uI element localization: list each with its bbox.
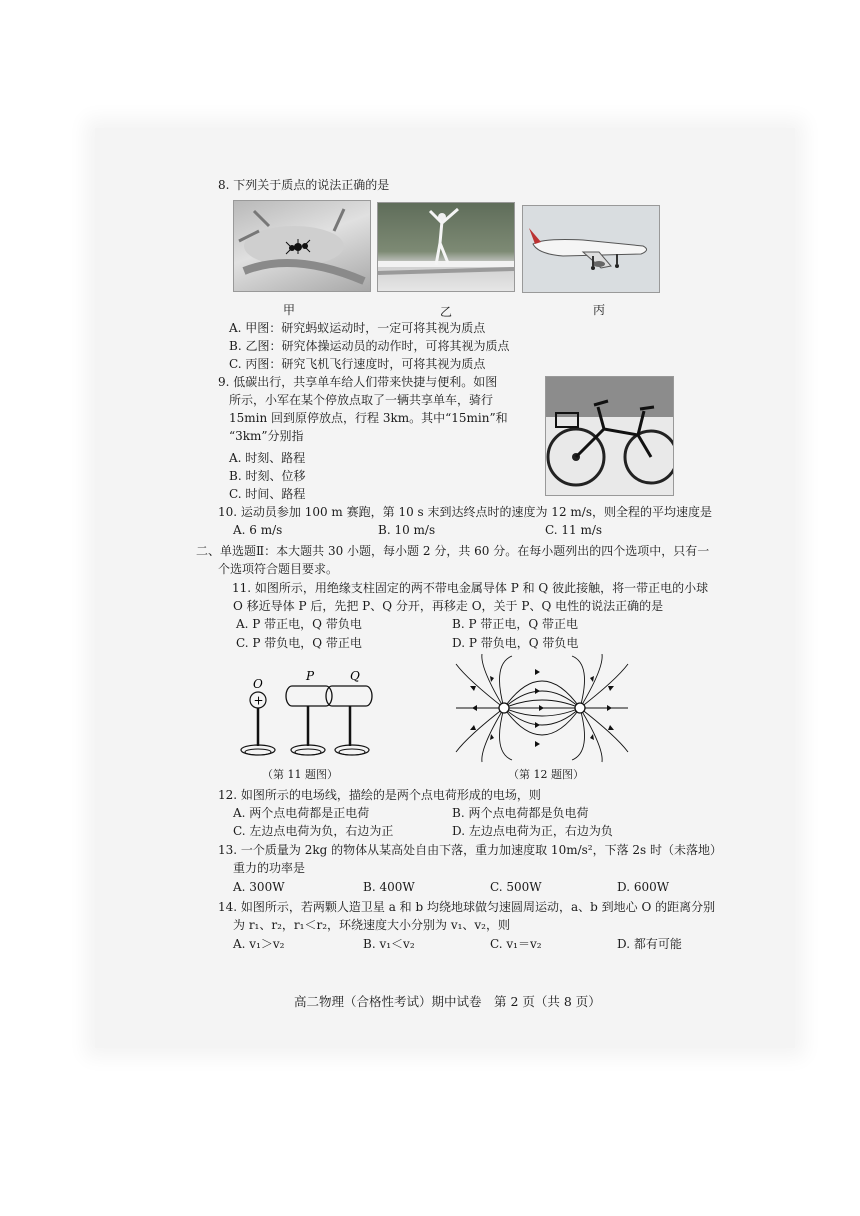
q9-option-b: B. 时刻、位移 [229, 469, 306, 483]
q8-option-a: A. 甲图：研究蚂蚁运动时，一定可将其视为质点 [229, 321, 486, 335]
airplane-icon [523, 206, 659, 292]
q13-line-2: 重力的功率是 [233, 861, 306, 875]
q9-line-3: 15min 回到原停放点，行程 3km。其中“15min”和 [229, 411, 508, 425]
section2-heading: 二、单选题Ⅱ：本大题共 30 小题，每小题 2 分，共 60 分。在每小题列出的四个选项中，只有一 [196, 544, 710, 558]
q14-option-a: A. v₁＞v₂ [233, 937, 285, 951]
label-p: P [306, 669, 315, 683]
label-o: O [253, 677, 263, 691]
q12-figure-caption: （第 12 题图） [508, 768, 584, 781]
conductor-q [326, 686, 372, 706]
q11-option-d: D. P 带负电，Q 带负电 [452, 636, 579, 650]
plus-sign: + [253, 693, 264, 708]
section2-heading-cont: 个选项符合题目要求。 [218, 562, 339, 576]
q12-option-d: D. 左边点电荷为正，右边为负 [452, 824, 613, 838]
label-q: Q [350, 669, 360, 683]
q11-option-a: A. P 带正电，Q 带负电 [236, 617, 362, 631]
q13-option-c: C. 500W [490, 880, 542, 894]
gymnast-icon [378, 203, 514, 291]
q10-option-b: B. 10 m/s [378, 523, 436, 537]
ant-icon [234, 201, 370, 291]
q10-stem: 10. 运动员参加 100 m 赛跑，第 10 s 末到达终点时的速度为 12 m/s，则全程的平均速度是 [218, 505, 712, 519]
q11-option-c: C. P 带负电，Q 带正电 [236, 636, 362, 650]
left-charge [499, 703, 509, 713]
q11-figure [230, 660, 380, 766]
q14-line-2: 为 r₁、r₂，r₁＜r₂，环绕速度大小分别为 v₁、v₂，则 [233, 918, 510, 932]
photo-caption-jia: 甲 [283, 303, 296, 317]
q14-line-1: 14. 如图所示，若两颗人造卫星 a 和 b 均绕地球做匀速圆周运动，a、b 到地心 O 的距离分别 [218, 900, 716, 914]
bike-icon [546, 377, 673, 495]
q9-line-1: 9. 低碳出行，共享单车给人们带来快捷与便利。如图 [218, 375, 498, 389]
right-charge [575, 703, 585, 713]
q14-option-d: D. 都有可能 [617, 937, 682, 951]
airplane-photo [522, 205, 660, 293]
q11-line-1: 11. 如图所示，用绝缘支柱固定的两不带电金属导体 P 和 Q 彼此接触，将一带正电的小球 [232, 581, 709, 595]
q9-option-a: A. 时刻、路程 [229, 451, 306, 465]
q13-option-d: D. 600W [617, 880, 670, 894]
q9-line-4: “3km”分别指 [229, 429, 304, 443]
bike-photo [545, 376, 674, 496]
q8-stem: 8. 下列关于质点的说法正确的是 [218, 178, 390, 192]
q12-stem: 12. 如图所示的电场线，描绘的是两个点电荷形成的电场，则 [218, 788, 541, 802]
q10-option-c: C. 11 m/s [545, 523, 603, 537]
page-footer: 高二物理（合格性考试）期中试卷 第 2 页（共 8 页） [294, 994, 601, 1009]
q11-line-2: O 移近导体 P 后，先把 P、Q 分开，再移走 O，关于 P、Q 电性的说法正确的是 [233, 599, 664, 613]
q9-line-2: 所示，小军在某个停放点取了一辆共享单车，骑行 [229, 393, 494, 407]
q8-option-b: B. 乙图：研究体操运动员的动作时，可将其视为质点 [229, 339, 510, 353]
q13-option-b: B. 400W [363, 880, 415, 894]
q9-option-c: C. 时间、路程 [229, 487, 306, 501]
q8-option-c: C. 丙图：研究飞机飞行速度时，可将其视为质点 [229, 357, 486, 371]
q11-figure-caption: （第 11 题图） [262, 768, 338, 781]
q11-option-b: B. P 带正电，Q 带正电 [452, 617, 578, 631]
q14-option-b: B. v₁＜v₂ [363, 937, 415, 951]
ant-photo [233, 200, 371, 292]
q12-field-figure [452, 654, 632, 764]
gymnast-photo [377, 202, 515, 292]
q12-option-b: B. 两个点电荷都是负电荷 [452, 806, 589, 820]
conductor-p [286, 686, 332, 706]
q12-option-a: A. 两个点电荷都是正电荷 [233, 806, 370, 820]
q12-option-c: C. 左边点电荷为负，右边为正 [233, 824, 394, 838]
photo-caption-yi: 乙 [440, 305, 453, 319]
q13-line-1: 13. 一个质量为 2kg 的物体从某高处自由下落，重力加速度取 10m/s²，下落 2s 时（未落地） [218, 843, 723, 857]
q14-option-c: C. v₁＝v₂ [490, 937, 542, 951]
photo-caption-bing: 丙 [593, 303, 606, 317]
q13-option-a: A. 300W [233, 880, 285, 894]
q10-option-a: A. 6 m/s [233, 523, 283, 537]
